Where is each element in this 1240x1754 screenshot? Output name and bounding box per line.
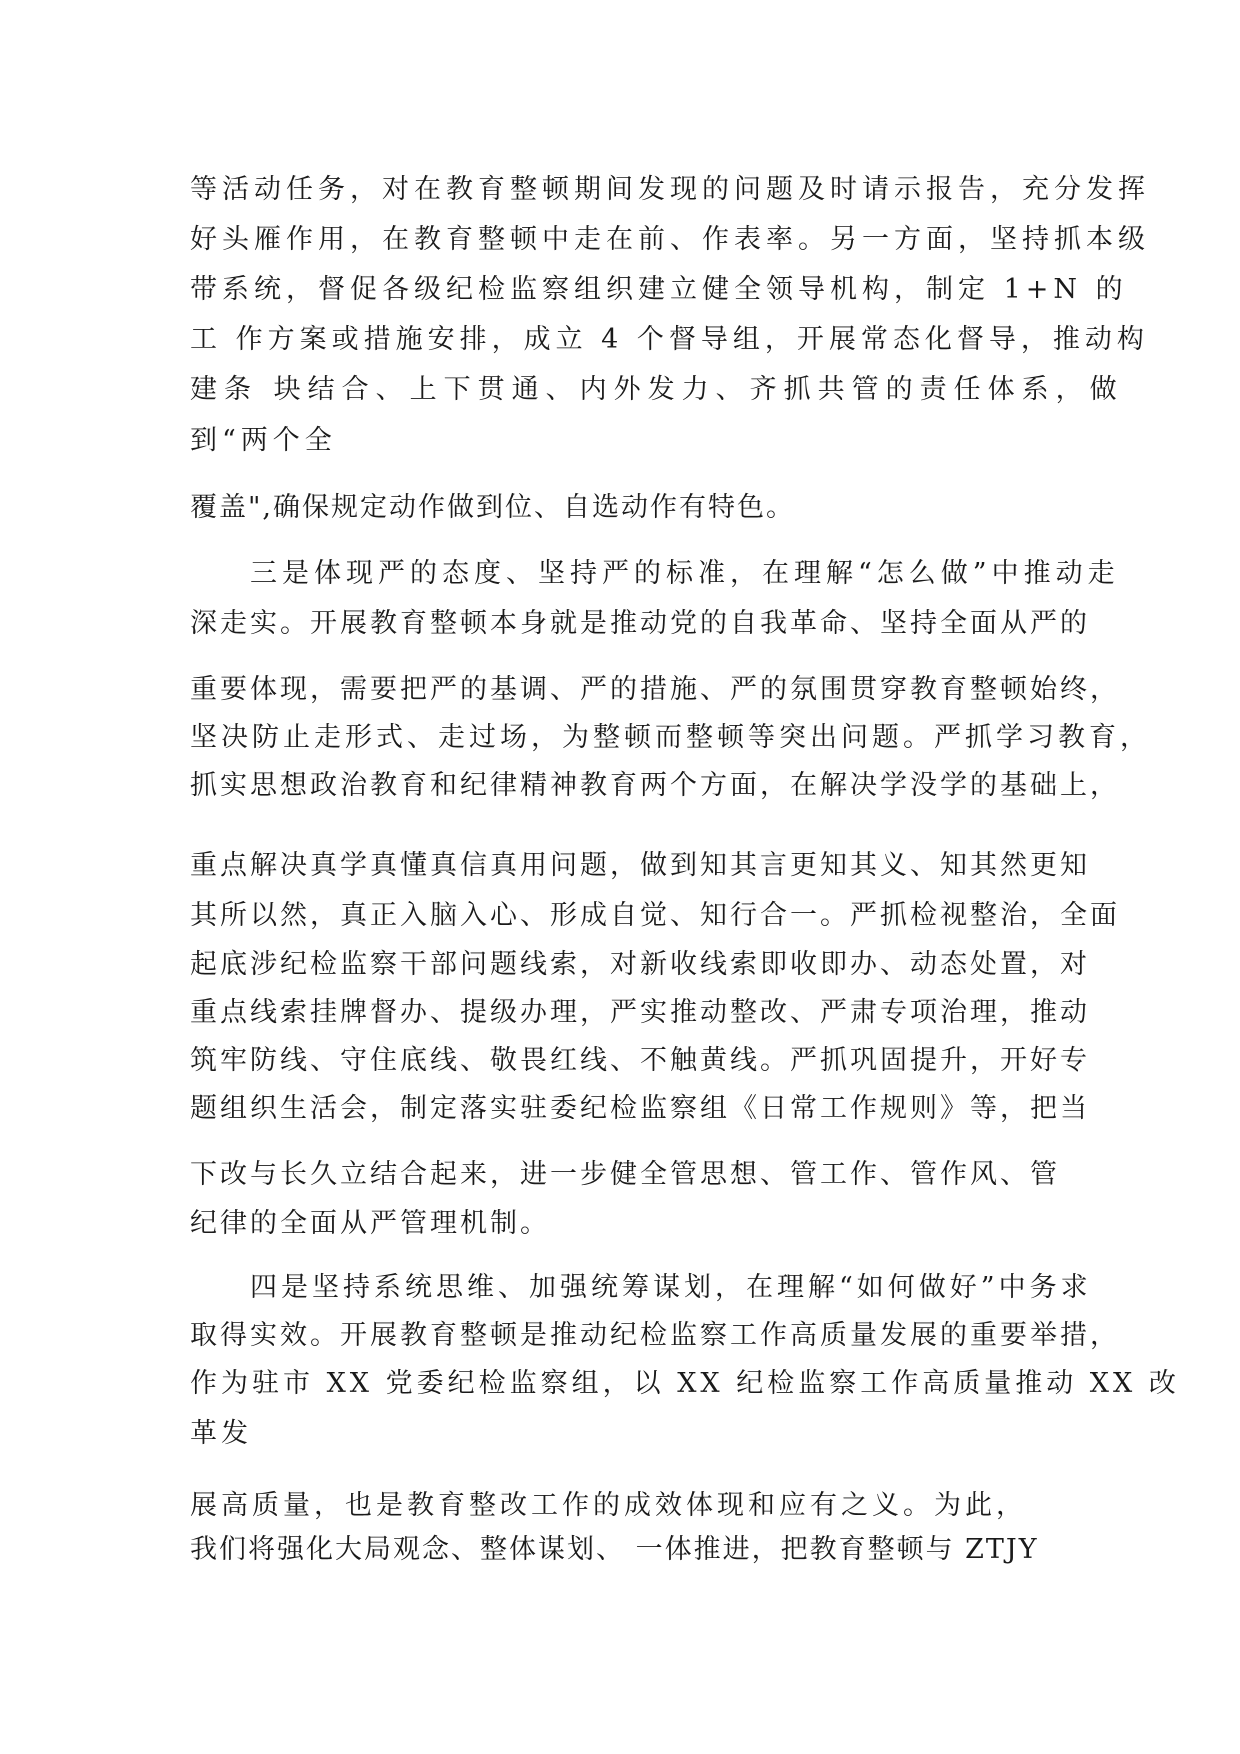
text-line: 革发 (190, 1418, 252, 1449)
text-line: 覆盖",确保规定动作做到位、自选动作有特色。 (190, 492, 796, 523)
paragraph-start-line: 三是体现严的态度、坚持严的标准，在理解“怎么做”中推动走 (250, 558, 1120, 589)
text-line: 起底涉纪检监察干部问题线索，对新收线索即收即办、动态处置，对 (190, 949, 1090, 980)
text-line: 作为驻市 XX 党委纪检监察组，以 XX 纪检监察工作高质量推动 XX 改 (190, 1368, 1180, 1399)
text-line: 带系统，督促各级纪检监察组织建立健全领导机构，制定 1+N 的 (190, 274, 1128, 305)
text-line: 重要体现，需要把严的基调、严的措施、严的氛围贯穿教育整顿始终， (190, 674, 1120, 705)
text-line: 抓实思想政治教育和纪律精神教育两个方面，在解决学没学的基础上， (190, 770, 1120, 801)
text-line: 题组织生活会，制定落实驻委纪检监察组《日常工作规则》等，把当 (190, 1093, 1090, 1124)
text-line: 建条 块结合、上下贯通、内外发力、齐抓共管的责任体系，做 (190, 374, 1124, 405)
text-line: 好头雁作用，在教育整顿中走在前、作表率。另一方面，坚持抓本级 (190, 224, 1150, 255)
text-line: 重点解决真学真懂真信真用问题，做到知其言更知其义、知其然更知 (190, 850, 1090, 881)
text-line: 筑牢防线、守住底线、敬畏红线、不触黄线。严抓巩固提升，开好专 (190, 1045, 1090, 1076)
text-line: 展高质量，也是教育整改工作的成效体现和应有之义。为此， (190, 1490, 1027, 1521)
text-line: 下改与长久立结合起来，进一步健全管思想、管工作、管作风、管 (190, 1159, 1060, 1190)
text-line: 深走实。开展教育整顿本身就是推动党的自我革命、坚持全面从严的 (190, 608, 1090, 639)
text-line: 工 作方案或措施安排，成立 4 个督导组，开展常态化督导，推动构 (190, 324, 1149, 355)
paragraph-start-line: 四是坚持系统思维、加强统筹谋划，在理解“如何做好”中务求 (250, 1272, 1092, 1303)
text-line: 其所以然，真正入脑入心、形成自觉、知行合一。严抓检视整治，全面 (190, 900, 1120, 931)
text-line: 取得实效。开展教育整顿是推动纪检监察工作高质量发展的重要举措， (190, 1320, 1120, 1351)
text-line: 我们将强化大局观念、整体谋划、 一体推进，把教育整顿与 ZTJY (190, 1534, 1039, 1565)
text-line: 重点线索挂牌督办、提级办理，严实推动整改、严肃专项治理，推动 (190, 997, 1090, 1028)
text-line: 坚决防止走形式、走过场，为整顿而整顿等突出问题。严抓学习教育， (190, 722, 1151, 753)
text-line: 等活动任务，对在教育整顿期间发现的问题及时请示报告，充分发挥 (190, 174, 1150, 205)
text-line: 纪律的全面从严管理机制。 (190, 1208, 550, 1239)
text-line: 到“两个全 (190, 425, 337, 456)
